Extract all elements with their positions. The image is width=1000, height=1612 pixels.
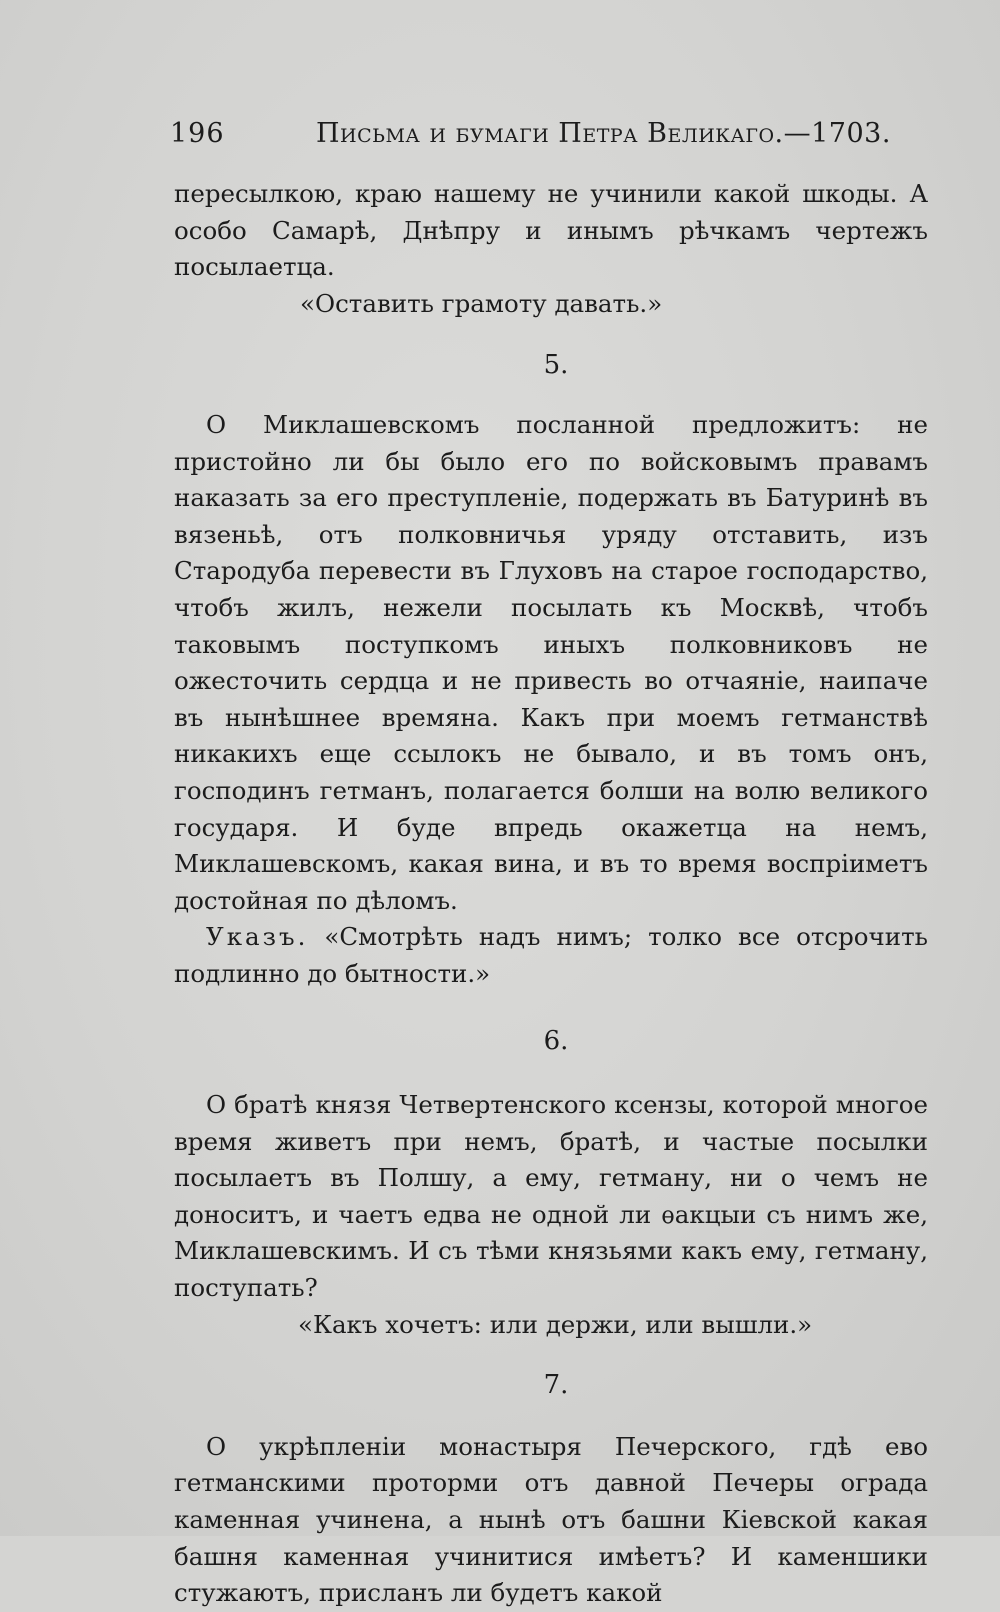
section-6-resolution: «Какъ хочетъ: или держи, или вышли.» bbox=[298, 1309, 813, 1339]
section-number-7: 7. bbox=[543, 1370, 569, 1401]
section-number-6: 6. bbox=[543, 1026, 569, 1057]
intro-paragraph: пересылкою, краю нашему не учинили какой шкоды. А особо Самарѣ, Днѣпру и инымъ рѣчкамъ чертежъ посылаетца. bbox=[174, 179, 928, 282]
section-5-decree bbox=[174, 919, 928, 992]
intro-resolution: «Оставить грамоту давать.» bbox=[300, 288, 663, 318]
section-number-5: 5. bbox=[543, 350, 569, 381]
running-title: Письма и бумаги Петра Великаго.—1703. bbox=[316, 118, 891, 149]
page-header bbox=[170, 118, 930, 154]
section-5-paragraph: О Миклашевскомъ посланной предложитъ: не пристойно ли бы было его по войсковымъ правамъ наказать за его преступленіе, подержать въ Батуринѣ въ вязеньѣ, отъ полковничья уряду отставить, изъ Стародуба перевести въ Глуховъ на старое господарство, чтобъ жилъ, нежели посылать къ Москвѣ, чтобъ таковымъ поступкомъ иныхъ полковниковъ не ожесточить сердца и не привесть во отчаяніе, наипаче въ нынѣшнее времяна. Какъ при моемъ гетманствѣ никакихъ еще ссылокъ не бывало, и въ томъ онъ, господинъ гетманъ, полагается болши на волю великого государя. И буде впредь окажетца на немъ, Миклашевскомъ, какая вина, и въ то время воспріиметъ достойная по дѣломъ. bbox=[174, 409, 928, 915]
decree-label: Указъ. bbox=[206, 922, 309, 952]
decree-text: «Смотрѣть надъ нимъ; толко все отсрочить подлинно до бытности.» bbox=[174, 922, 928, 988]
section-6-paragraph: О братѣ князя Четвертенского ксензы, которой многое время живетъ при немъ, братѣ, и частые посылки посылаетъ въ Полшу, а ему, гетману, ни о чемъ не доноситъ, и чаетъ едва не одной ли ѳакцыи съ нимъ же, Миклашевскимъ. И съ тѣми князьями какъ ему, гетману, поступать? bbox=[174, 1090, 928, 1303]
page-number: 196 bbox=[170, 118, 225, 149]
section-7-paragraph: О укрѣпленіи монастыря Печерского, гдѣ ево гетманскими проторми отъ давной Печеры ограда каменная учинена, а нынѣ отъ башни Кіевской какая башня каменная учинитися имѣетъ? И каменшики стужаютъ, присланъ ли будетъ какой bbox=[174, 1431, 928, 1608]
page-body bbox=[174, 176, 928, 1612]
